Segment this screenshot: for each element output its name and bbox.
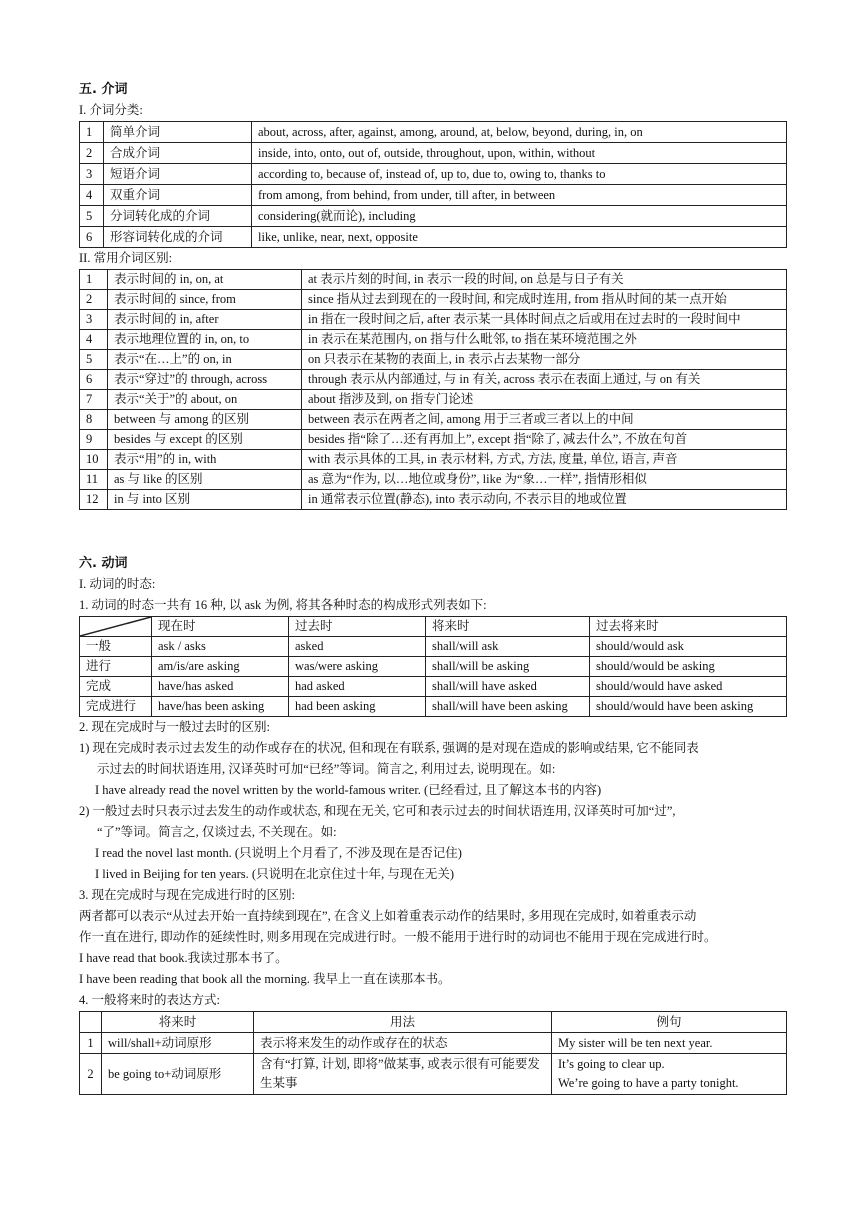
row-number: 9 [80,430,108,450]
tense-form-cell: should/would have been asking [590,697,787,717]
tense-form-cell: should/would be asking [590,657,787,677]
table-row [80,450,787,470]
usage-detail: in 通常表示位置(静态), into 表示动向, 不表示目的地或位置 [302,490,787,510]
future-usage: 含有“打算, 计划, 即将”做某事, 或表示很有可能要发生某事 [254,1054,552,1095]
usage-topic: 表示时间的 in, after [108,310,302,330]
table-row [80,310,787,330]
row-number: 7 [80,390,108,410]
row-number: 2 [80,1054,102,1095]
tense-form-cell: had asked [289,677,426,697]
section-5-title: 五. 介词 [79,82,128,97]
section-6-sub3: 3. 现在完成时与现在完成进行时的区别: [79,888,295,902]
table-row [80,370,787,390]
usage-detail: with 表示具体的工具, in 表示材料, 方式, 方法, 度量, 单位, 语言, 声音 [302,450,787,470]
table-row [80,330,787,350]
row-number: 4 [80,330,108,350]
section-5-sub1: I. 介词分类: [79,103,143,117]
paragraph-2-line-1: 2) 一般过去时只表示过去发生的动作或状态, 和现在无关, 它可和表示过去的时间状语连用, 汉译英时可加“过”, [79,804,676,818]
preposition-type: 合成介词 [104,143,252,164]
preposition-examples: about, across, after, against, among, around, at, below, beyond, during, in, on [252,122,787,143]
row-number: 1 [80,122,104,143]
usage-detail: at 表示片刻的时间, in 表示一段的时间, on 总是与日子有关 [302,270,787,290]
tense-form-cell: had been asking [289,697,426,717]
blank-header-cell [80,1012,102,1033]
tense-table [79,616,787,717]
usage-topic: 表示“关于”的 about, on [108,390,302,410]
row-number: 3 [80,310,108,330]
usage-topic: in 与 into 区别 [108,490,302,510]
row-number: 6 [80,370,108,390]
future-form: will/shall+动词原形 [102,1033,254,1054]
section-6-title: 六. 动词 [79,556,128,571]
table-row [80,430,787,450]
row-number: 12 [80,490,108,510]
future-example-cell [552,1033,787,1054]
row-number: 8 [80,410,108,430]
usage-detail: in 指在一段时间之后, after 表示某一具体时间点之后或用在过去时的一段时间中 [302,310,787,330]
tense-form-cell: was/were asking [289,657,426,677]
tense-form-cell: shall/will have been asking [426,697,590,717]
usage-topic: 表示“在…上”的 on, in [108,350,302,370]
row-number: 1 [80,270,108,290]
usage-detail: since 指从过去到现在的一段时间, 和完成时连用, from 指从时间的某一点开始 [302,290,787,310]
section-6-sub1: I. 动词的时态: [79,577,156,591]
tense-column-header: 将来时 [426,617,590,637]
preposition-examples: considering(就而论), including [252,206,787,227]
future-example-cell [552,1054,787,1095]
usage-detail: between 表示在两者之间, among 用于三者或三者以上的中间 [302,410,787,430]
table-row [80,1054,787,1095]
row-number: 1 [80,1033,102,1054]
tense-column-header: 过去时 [289,617,426,637]
future-column-header: 将来时 [102,1012,254,1033]
usage-detail: about 指涉及到, on 指专门论述 [302,390,787,410]
usage-detail: in 表示在某范围内, on 指与什么毗邻, to 指在某环境范围之外 [302,330,787,350]
row-number: 2 [80,290,108,310]
tense-form-cell: am/is/are asking [152,657,289,677]
preposition-type: 分词转化成的介词 [104,206,252,227]
tense-column-header: 现在时 [152,617,289,637]
tense-form-cell: shall/will ask [426,637,590,657]
tense-form-cell: have/has asked [152,677,289,697]
usage-topic: besides 与 except 的区别 [108,430,302,450]
preposition-usage-table [79,269,787,510]
preposition-types-table [79,121,787,248]
usage-detail: on 只表示在某物的表面上, in 表示占去某物一部分 [302,350,787,370]
paragraph-1-line-2: 示过去的时间状语连用, 汉译英时可加“已经”等词。简言之, 利用过去, 说明现在。如: [97,762,556,776]
preposition-examples: inside, into, onto, out of, outside, throughout, upon, within, without [252,143,787,164]
preposition-type: 形容词转化成的介词 [104,227,252,248]
usage-detail: through 表示从内部通过, 与 in 有关, across 表示在表面上通过, 与 on 有关 [302,370,787,390]
table-row [80,1033,787,1054]
row-number: 6 [80,227,104,248]
tense-form-cell: should/would ask [590,637,787,657]
tense-form-cell: have/has been asking [152,697,289,717]
row-number: 5 [80,350,108,370]
row-number: 10 [80,450,108,470]
tense-form-cell: ask / asks [152,637,289,657]
example-sentence: We’re going to have a party tonight. [558,1076,739,1090]
preposition-type: 短语介词 [104,164,252,185]
tense-row-label: 完成进行 [80,697,152,717]
row-number: 2 [80,143,104,164]
paragraph-3-example-1: I have read that book.我读过那本书了。 [79,951,288,965]
example-sentence: My sister will be ten next year. [558,1036,713,1050]
table-row [80,490,787,510]
preposition-type: 双重介词 [104,185,252,206]
usage-topic: 表示时间的 since, from [108,290,302,310]
table-row [80,185,787,206]
table-row [80,657,787,677]
tense-row-label: 进行 [80,657,152,677]
section-6-sub1-1: 1. 动词的时态一共有 16 种, 以 ask 为例, 将其各种时态的构成形式列表如下: [79,598,487,612]
section-6-sub4: 4. 一般将来时的表达方式: [79,993,220,1007]
table-row [80,637,787,657]
usage-detail: besides 指“除了…还有再加上”, except 指“除了, 减去什么”, 不放在句首 [302,430,787,450]
paragraph-2-example-2: I lived in Beijing for ten years. (只说明在北京住过十年, 与现在无关) [95,867,454,881]
paragraph-3-line-2: 作一直在进行, 即动作的延续性时, 则多用现在完成进行时。一般不能用于进行时的动词也不能用于现在完成进行时。 [79,930,717,944]
tense-column-header: 过去将来时 [590,617,787,637]
section-6-sub2: 2. 现在完成时与一般过去时的区别: [79,720,270,734]
tense-form-cell: shall/will have asked [426,677,590,697]
tense-header-row [80,617,787,637]
usage-detail: as 意为“作为, 以…地位或身份”, like 为“象…一样”, 指情形相似 [302,470,787,490]
usage-topic: 表示“用”的 in, with [108,450,302,470]
usage-topic: 表示地理位置的 in, on, to [108,330,302,350]
future-usage: 表示将来发生的动作或存在的状态 [254,1033,552,1054]
tense-form-cell: should/would have asked [590,677,787,697]
table-row [80,164,787,185]
table-row [80,410,787,430]
tense-row-label: 完成 [80,677,152,697]
preposition-examples: like, unlike, near, next, opposite [252,227,787,248]
example-sentence: It’s going to clear up. [558,1057,665,1071]
row-number: 11 [80,470,108,490]
future-form: be going to+动词原形 [102,1054,254,1095]
preposition-type: 简单介词 [104,122,252,143]
table-row [80,697,787,717]
usage-topic: 表示“穿过”的 through, across [108,370,302,390]
row-number: 5 [80,206,104,227]
row-number: 3 [80,164,104,185]
table-row [80,290,787,310]
table-row [80,206,787,227]
table-row [80,470,787,490]
usage-topic: between 与 among 的区别 [108,410,302,430]
table-row [80,390,787,410]
preposition-examples: according to, because of, instead of, up to, due to, owing to, thanks to [252,164,787,185]
row-number: 4 [80,185,104,206]
usage-topic: 表示时间的 in, on, at [108,270,302,290]
document-page [79,80,787,1095]
section-5-sub2: II. 常用介词区别: [79,251,173,265]
paragraph-2-line-2: “了”等词。简言之, 仅谈过去, 不关现在。如: [97,825,337,839]
paragraph-3-line-1: 两者都可以表示“从过去开始一直持续到现在”, 在含义上如着重表示动作的结果时, 多用现在完成时, 如着重表示动 [79,909,697,923]
paragraph-1-line-1: 1) 现在完成时表示过去发生的动作或存在的状况, 但和现在有联系, 强调的是对现在造成的影响或结果, 它不能同表 [79,741,699,755]
tense-form-cell: asked [289,637,426,657]
paragraph-2-example-1: I read the novel last month. (只说明上个月看了, 不涉及现在是否记住) [95,846,462,860]
diagonal-corner-cell [80,617,152,637]
diagonal-line [80,617,151,636]
table-row [80,677,787,697]
table-row [80,227,787,248]
usage-topic: as 与 like 的区别 [108,470,302,490]
tense-row-label: 一般 [80,637,152,657]
paragraph-3-example-2: I have been reading that book all the morning. 我早上一直在读那本书。 [79,972,451,986]
tense-form-cell: shall/will be asking [426,657,590,677]
preposition-examples: from among, from behind, from under, till after, in between [252,185,787,206]
table-row [80,143,787,164]
table-row [80,350,787,370]
future-column-header: 用法 [254,1012,552,1033]
table-row [80,122,787,143]
table-row [80,270,787,290]
future-tense-table [79,1011,787,1095]
future-header-row [80,1012,787,1033]
future-column-header: 例句 [552,1012,787,1033]
paragraph-1-example: I have already read the novel written by the world-famous writer. (已经看过, 且了解这本书的内容) [95,783,602,797]
